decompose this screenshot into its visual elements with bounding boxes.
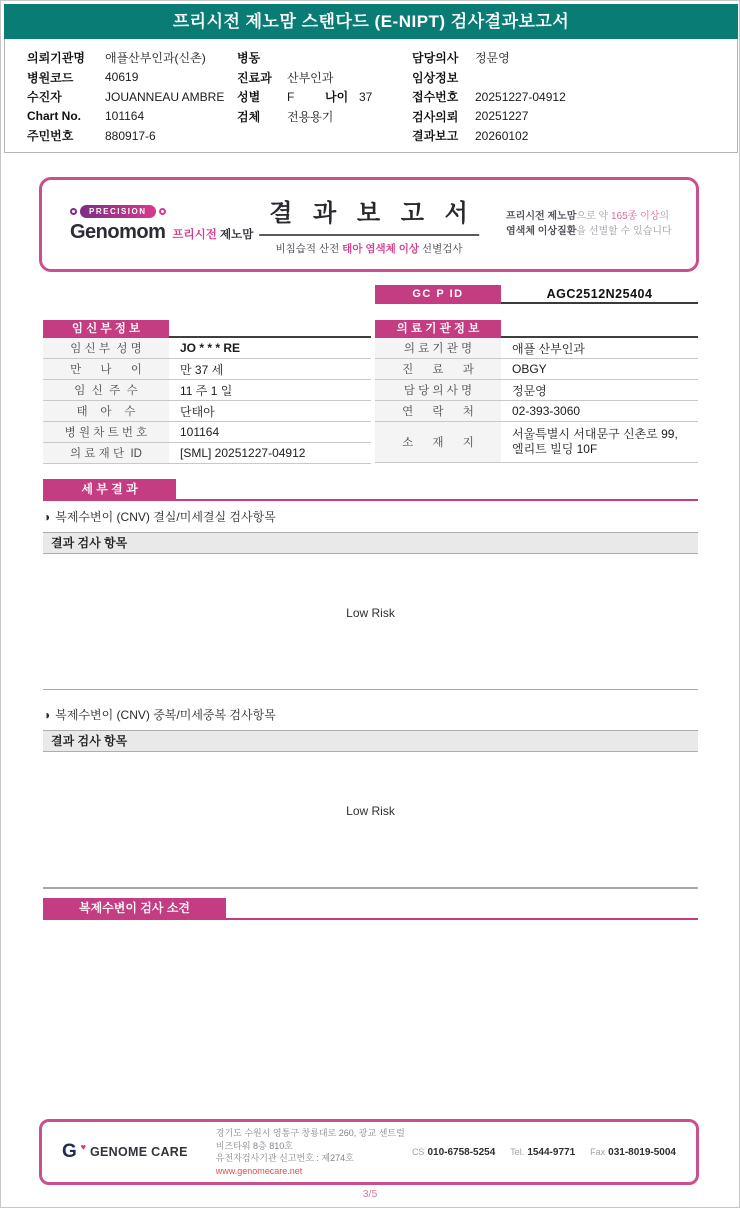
field-value: 880917-6 <box>105 128 156 143</box>
field-label: 검사의뢰 <box>412 109 459 124</box>
info-row <box>412 126 566 146</box>
row-label: 연 락 처 <box>375 401 501 421</box>
heart-icon: ♥ <box>80 1142 86 1152</box>
field-label: 접수번호 <box>412 90 459 105</box>
row-value: 11 주 1 일 <box>180 383 233 398</box>
footer-contacts <box>412 1147 676 1158</box>
field-label: 주민번호 <box>27 129 74 144</box>
row-value: 101164 <box>180 425 220 439</box>
field-label: 병원코드 <box>27 70 74 85</box>
row-label: 만 나 이 <box>43 359 169 379</box>
page-number: 3/5 <box>362 1188 378 1200</box>
cnv-deletion-title: ◑ 복제수변이 (CNV) 결실/미세결실 검사항목 <box>43 509 276 524</box>
address-line-2: 유전자검사기관 신고번호 : 제274호 <box>215 1153 354 1163</box>
row-value: 애플 산부인과 <box>512 341 585 356</box>
info-row <box>27 107 224 127</box>
row-value: 02-393-3060 <box>512 404 581 418</box>
field-label: 결과보고 <box>412 129 459 144</box>
genomecare-logo <box>62 1141 188 1163</box>
field-value: 101164 <box>105 109 145 124</box>
table-row <box>375 380 698 401</box>
field-label: 의뢰기관명 <box>27 51 85 66</box>
table-row <box>375 338 698 359</box>
field-label: 나이 <box>325 90 349 105</box>
table-row <box>43 380 371 401</box>
field-label: 수진자 <box>27 90 62 105</box>
section-divider <box>43 689 698 690</box>
info-column-1 <box>27 48 224 146</box>
field-value: JOUANNEAU AMBRE <box>105 89 225 104</box>
banner-title-block <box>259 193 479 256</box>
table-row <box>375 422 698 463</box>
genomecare-logo-text: GENOME CARE <box>90 1145 188 1159</box>
info-row <box>412 107 566 127</box>
row-label: 임 신 부 성 명 <box>43 338 169 358</box>
field-value: 애플산부인과(신촌) <box>105 51 206 66</box>
field-label: 임상정보 <box>412 70 459 85</box>
detail-section-header: 세 부 결 과 <box>43 479 698 501</box>
row-label: 담 당 의 사 명 <box>375 380 501 400</box>
field-value: F <box>287 89 295 104</box>
info-row <box>237 87 372 107</box>
row-label: 의 료 재 단 ID <box>43 443 169 463</box>
field-label: 병동 <box>237 51 261 66</box>
tel-number: 1544-9771 <box>527 1146 576 1158</box>
row-value: [SML] 20251227-04912 <box>180 446 306 460</box>
info-row <box>237 68 372 88</box>
field-value: 20251227-04912 <box>475 89 566 104</box>
field-value: 40619 <box>105 70 139 85</box>
address-line-1: 경기도 수원시 영통구 창룡대로 260, 광교 센트럴비즈타워 8층 810호 <box>215 1128 405 1151</box>
clinic-table-header: 의 료 기 관 정 보 <box>375 320 501 339</box>
row-label: 임 신 주 수 <box>43 380 169 400</box>
brand-korean: 프리시전 제노맘 <box>172 229 254 241</box>
row-value: 서울특별시 서대문구 신촌로 99, 엘리트 빌딩 10F <box>512 427 678 456</box>
row-value: OBGY <box>512 362 547 376</box>
badge-dot-left-icon <box>70 208 77 215</box>
field-label: 성별 <box>237 90 261 105</box>
info-column-3 <box>412 48 566 146</box>
clinic-info-table <box>375 319 698 463</box>
table-row <box>43 401 371 422</box>
field-value: 정문영 <box>475 51 510 66</box>
findings-section-header: 복제수변이 검사 소견 <box>43 898 698 920</box>
row-label: 소 재 지 <box>375 422 501 462</box>
deletion-result-text: Low Risk <box>346 606 395 620</box>
website-link[interactable]: www.genomecare.net <box>215 1165 303 1176</box>
field-label: Chart No. <box>27 109 81 124</box>
cnv-duplication-title: ◑ 복제수변이 (CNV) 중복/미세중복 검사항목 <box>43 707 276 722</box>
section-divider <box>43 887 698 889</box>
row-label: 의 료 기 관 명 <box>375 338 501 358</box>
duplication-result-text: Low Risk <box>346 804 395 818</box>
info-row <box>27 87 224 107</box>
half-filled-circle-icon: ◑ <box>43 707 51 722</box>
info-row <box>27 126 224 146</box>
fax-number: 031-8019-5004 <box>608 1146 676 1158</box>
info-row <box>237 107 372 127</box>
cs-label: CS <box>411 1146 425 1157</box>
maternal-table-header: 임 신 부 정 보 <box>43 320 169 339</box>
row-label: 병 원 차 트 번 호 <box>43 422 169 442</box>
row-value: 단태아 <box>180 404 215 419</box>
report-title-bar: 프리시전 제노맘 스탠다드 (E-NIPT) 검사결과보고서 <box>4 4 738 39</box>
info-row <box>412 48 566 68</box>
info-row <box>412 87 566 107</box>
field-value: 20260102 <box>475 128 529 143</box>
genomecare-logo-icon: G ♥ <box>62 1141 86 1162</box>
badge-dot-right-icon <box>159 208 166 215</box>
table-row <box>43 338 371 359</box>
info-row <box>27 48 224 68</box>
field-value: 37 <box>359 89 373 104</box>
table-row <box>375 401 698 422</box>
table-row <box>43 422 371 443</box>
half-filled-circle-icon: ◑ <box>43 509 51 524</box>
precision-badge-label: PRECISION <box>89 207 147 216</box>
result-items-bar: 결과 검사 항목 <box>43 532 698 554</box>
gcpid-row <box>375 285 698 304</box>
result-banner <box>39 177 699 272</box>
field-label: 진료과 <box>237 70 272 85</box>
info-row <box>237 48 372 68</box>
row-value: JO * * * RE <box>180 341 241 355</box>
footer-banner <box>39 1119 699 1185</box>
info-row <box>27 68 224 88</box>
patient-info-table <box>4 39 738 153</box>
footer-address <box>216 1127 412 1177</box>
field-value: 산부인과 <box>287 70 334 85</box>
banner-description: 프리시전 제노맘으로 약 165종 이상의 염색체 이상질환을 선별할 수 있습니다 <box>506 211 672 237</box>
tel-label: Tel. <box>510 1146 525 1157</box>
field-label: 검체 <box>237 109 261 124</box>
result-items-bar: 결과 검사 항목 <box>43 730 698 752</box>
info-column-2 <box>237 48 372 126</box>
top-header-block <box>4 4 738 153</box>
row-label: 태 아 수 <box>43 401 169 421</box>
precision-badge <box>70 205 253 218</box>
cs-number: 010-6758-5254 <box>427 1146 496 1158</box>
brand-wordmark: Genomom <box>70 221 166 243</box>
field-label: 담당의사 <box>412 51 459 66</box>
gcpid-label: GC P ID <box>375 285 501 304</box>
fax-label: Fax <box>590 1146 606 1157</box>
gcpid-value: AGC2512N25404 <box>501 285 698 304</box>
row-value: 정문영 <box>512 383 547 398</box>
info-row <box>412 68 566 88</box>
table-row <box>43 443 371 464</box>
field-value: 20251227 <box>475 109 529 124</box>
genomom-logo <box>70 205 253 244</box>
banner-title: 결 과 보 고 서 <box>259 193 479 236</box>
table-row <box>43 359 371 380</box>
banner-subtitle: 비침습적 산전 태아 염색체 이상 선별검사 <box>275 243 463 255</box>
row-label: 진 료 과 <box>375 359 501 379</box>
maternal-info-table <box>43 319 371 464</box>
field-value: 전용용기 <box>287 109 334 124</box>
table-row <box>375 359 698 380</box>
row-value: 만 37 세 <box>180 362 224 377</box>
